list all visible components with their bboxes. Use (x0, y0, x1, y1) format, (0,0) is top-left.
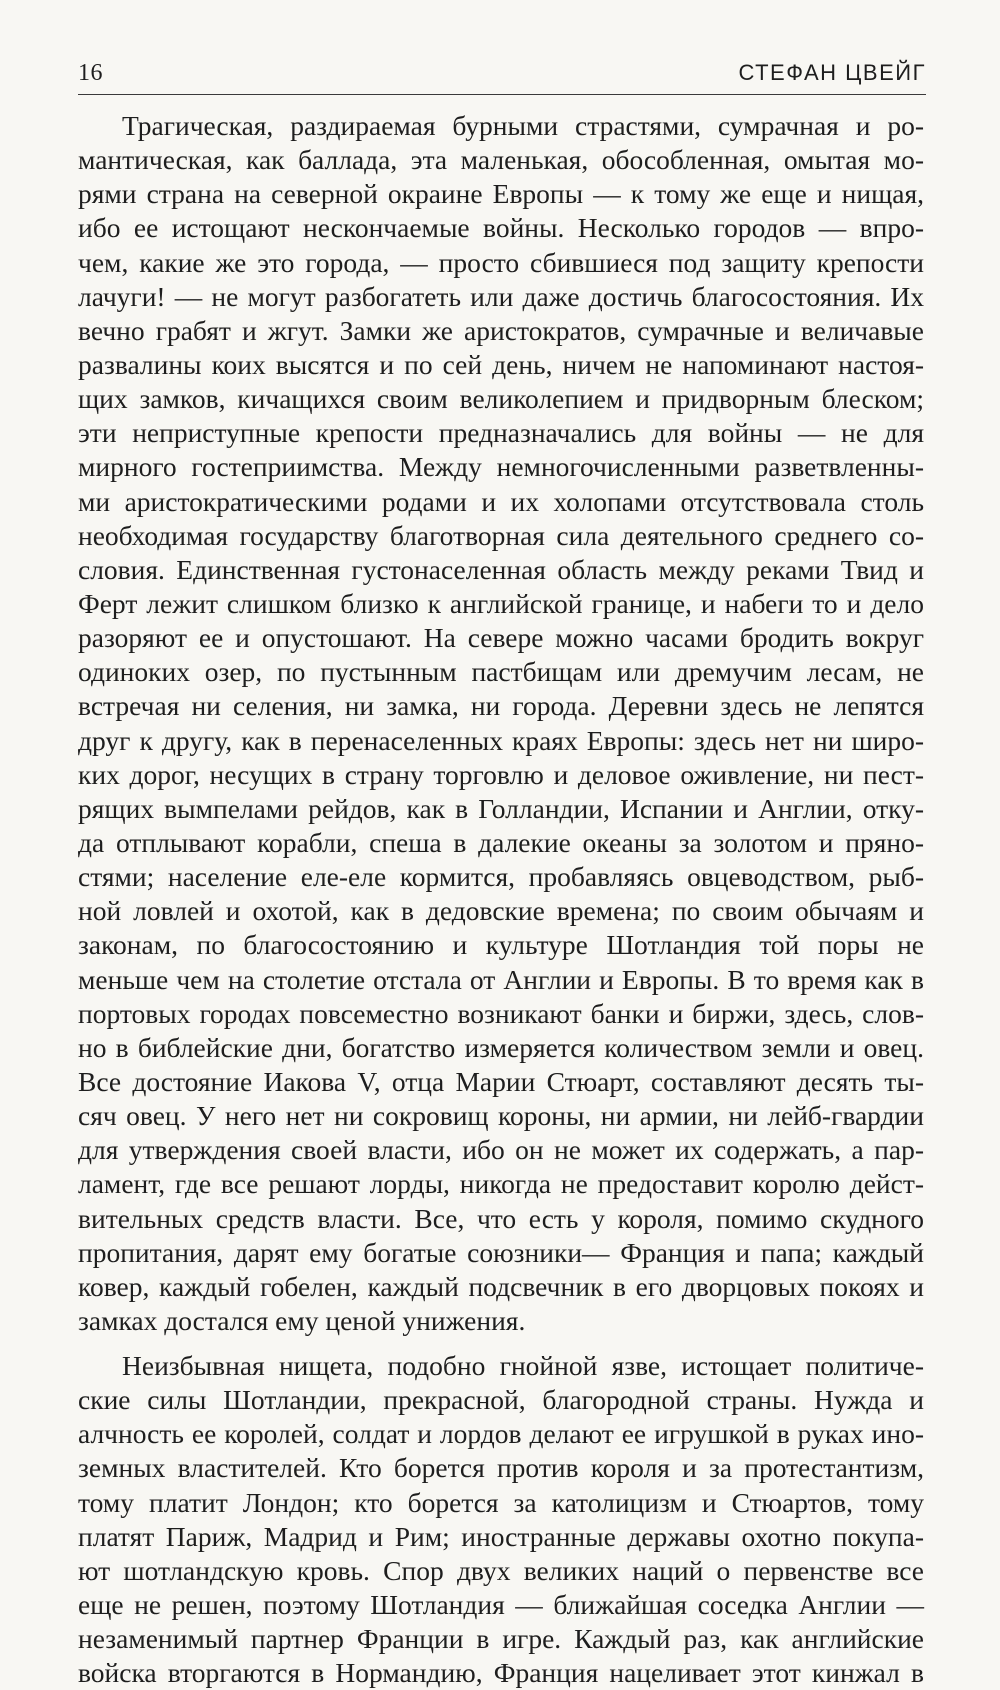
text-line: замках достался ему ценой унижения. (78, 1304, 526, 1336)
text-line: мантическая, как баллада, эта маленькая, обособленная, омытая мо- (78, 144, 924, 176)
text-line: словия. Единственная густонаселенная область между реками Твид и (78, 553, 924, 585)
text-line: встречая ни селения, ни замка, ни города. Деревни здесь не лепятся (78, 690, 924, 722)
page-number: 16 (78, 60, 103, 86)
text-line: Все достояние Иакова V, отца Марии Стюарт, составляют десять ты- (78, 1065, 924, 1097)
running-header (78, 56, 926, 95)
text-line: вительных средств власти. Все, что есть у короля, помимо скудного (78, 1202, 924, 1234)
paragraph (78, 109, 924, 1338)
text-line: для утверждения своей власти, ибо он не может их содержать, а пар- (78, 1134, 924, 1166)
text-line: вечно грабят и жгут. Замки же аристократов, сумрачные и величавые (78, 314, 924, 346)
text-line: лачуги! — не могут разбогатеть или даже достичь благосостояния. Их (78, 280, 924, 312)
text-line: платят Париж, Мадрид и Рим; иностранные державы охотно покупа- (78, 1520, 924, 1552)
text-line: ной ловлей и охотой, как в дедовские времена; по своим обычаям и (78, 895, 924, 927)
text-line: но в библейские дни, богатство измеряется количеством земли и овец. (78, 1031, 924, 1063)
text-line: друг к другу, как в перенаселенных краях Европы: здесь нет ни широ- (78, 724, 924, 756)
text-line: меньше чем на столетие отстала от Англии и Европы. В то время как в (78, 963, 924, 995)
text-line: ковер, каждый гобелен, каждый подсвечник в его дворцовых покоях и (78, 1270, 924, 1302)
text-line: мирного гостеприимства. Между немногочисленными разветвленны- (78, 451, 924, 483)
text-line: развалины коих высятся и по сей день, ничем не напоминают настоя- (78, 348, 924, 380)
text-line: одиноких озер, по пустынным пастбищам или дремучим лесам, не (78, 656, 924, 688)
text-line: тому платит Лондон; кто борется за католицизм и Стюартов, тому (78, 1486, 924, 1518)
text-line: земных властителей. Кто борется против короля и за протестантизм, (78, 1452, 924, 1484)
text-line: Трагическая, раздираемая бурными страстями, сумрачная и ро- (122, 110, 924, 141)
text-line: алчность ее королей, солдат и лордов делают ее игрушкой в руках ино- (78, 1418, 924, 1450)
running-head-author: СТЕФАН ЦВЕЙГ (738, 60, 926, 85)
text-line: да отплывают корабли, спеша в далекие океаны за золотом и пряно- (78, 826, 924, 858)
text-line: Ферт лежит слишком близко к английской границе, и набеги то и дело (78, 587, 924, 619)
body-text (78, 109, 924, 1690)
text-line: необходимая государству благотворная сила деятельного среднего со- (78, 519, 924, 551)
text-line: разоряют ее и опустошают. На севере можно часами бродить вокруг (78, 622, 924, 654)
paragraph (78, 1349, 924, 1690)
text-line: ские силы Шотландии, прекрасной, благородной страны. Нужда и (78, 1384, 924, 1416)
text-line: ми аристократическими родами и их холопами отсутствовала столь (78, 485, 924, 517)
paragraph-gap (78, 1338, 924, 1349)
text-line: пропитания, дарят ему богатые союзники— Франция и папа; каждый (78, 1236, 924, 1268)
text-line: щих замков, кичащихся своим великолепием и придворным блеском; (78, 383, 924, 415)
text-line: эти неприступные крепости предназначались для войны — не для (78, 417, 924, 449)
text-line: еще не решен, поэтому Шотландия — ближайшая соседка Англии — (78, 1589, 924, 1621)
text-line: чем, какие же это города, — просто сбившиеся под защиту крепости (78, 246, 924, 278)
text-line: Неизбывная нищета, подобно гнойной язве, истощает политиче- (122, 1350, 924, 1382)
text-line: рящих вымпелами рейдов, как в Голландии, Испании и Англии, отку- (78, 792, 924, 824)
text-line: сяч овец. У него нет ни сокровищ короны, ни армии, ни лейб-гвардии (78, 1100, 924, 1132)
text-line: портовых городах повсеместно возникают банки и биржи, здесь, слов- (78, 997, 924, 1029)
text-line: ких дорог, несущих в страну торговлю и деловое оживление, ни пест- (78, 758, 924, 790)
text-line: войска вторгаются в Нормандию, Франция нацеливает этот кинжал в (78, 1657, 924, 1689)
text-line: ют шотландскую кровь. Спор двух великих наций о первенстве все (78, 1554, 924, 1586)
text-line: законам, по благосостоянию и культуре Шотландия той поры не (78, 929, 924, 961)
text-line: ибо ее истощают нескончаемые войны. Несколько городов — впро- (78, 212, 924, 244)
text-line: ламент, где все решают лорды, никогда не предоставит королю дейст- (78, 1168, 924, 1200)
text-line: незаменимый партнер Франции в игре. Каждый раз, как английские (78, 1623, 924, 1655)
text-line: стями; население еле-еле кормится, пробавляясь овцеводством, рыб- (78, 861, 924, 893)
text-line: рями страна на северной окраине Европы — к тому же еще и нищая, (78, 178, 924, 210)
